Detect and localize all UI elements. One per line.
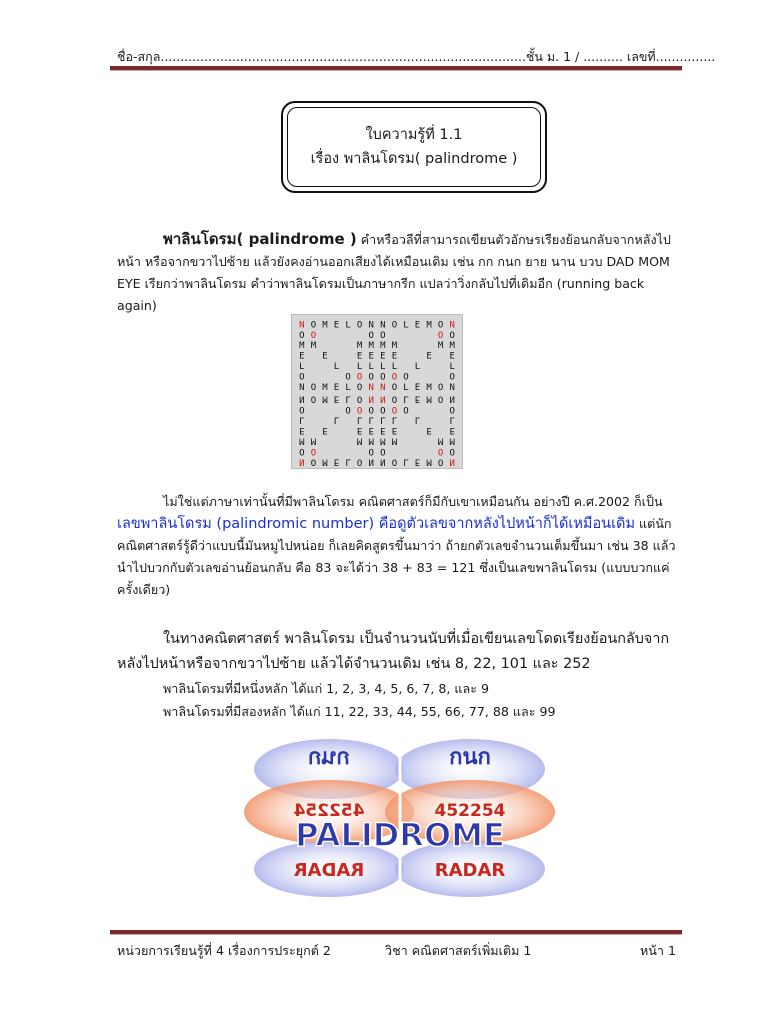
grid-letter: O [380, 445, 386, 456]
grid-letter: O [391, 393, 398, 404]
grid-letter: M [356, 435, 363, 446]
grid-letter: L [414, 414, 421, 425]
grid-letter: N [449, 382, 455, 393]
grid-letter: L [345, 393, 351, 404]
grid-letter: M [310, 435, 317, 446]
grid-letter: O [449, 445, 455, 456]
grid-letter: N [380, 320, 386, 331]
grid-letter: O [437, 382, 444, 393]
paragraph-palindromic-number [117, 491, 687, 601]
grid-letter: M [426, 456, 432, 467]
grid-letter: M [356, 341, 363, 352]
grid-letter: M [437, 341, 444, 352]
grid-letter: N [368, 393, 374, 404]
footer-page-number: หน้า 1 [640, 943, 676, 958]
definition-body: คำหรือวลีที่สามารถเขียนตัวอักษรเรียงย้อนกลับจากหลังไปหน้า หรือจากขวาไปซ้าย แล้วยังคงอ่านออกเสียงได้เหมือนเดิม เช่น กก กนก ยาย นาน บวบ DAD MOM EYE เรียกว่าพาลินโดรม คำว่าพาลินโดรมเป็นภาษากรีก แปลว่าวิ่งกลับไปที่เดิมอีก (running back again) [117, 232, 671, 313]
grid-letter: E [380, 351, 386, 362]
grid-letter: O [345, 372, 351, 383]
grid-letter: E [426, 425, 432, 435]
palindromic-number-highlight: เลขพาลินโดรม (palindromic number) คือดูตัวเลขจากหลังไปหน้าก็ได้เหมือนเดิม [117, 516, 636, 532]
grid-letter: E [368, 351, 374, 362]
grid-letter: E [333, 320, 340, 331]
grid-letter: E [391, 425, 398, 435]
grid-letter: E [414, 456, 421, 467]
grid-letter: O [391, 320, 398, 331]
grid-letter: L [299, 362, 305, 373]
grid-letter: L [403, 382, 409, 393]
grid-letter: O [449, 404, 455, 415]
grid-letter: N [380, 393, 386, 404]
grid-letter: N [368, 456, 374, 467]
grid-letter: O [437, 456, 444, 467]
grid-letter: L [380, 362, 386, 373]
grid-letter: M [310, 341, 317, 352]
grid-letter: M [368, 341, 374, 352]
grid-letter: O [403, 372, 409, 383]
grid-letter: L [449, 414, 455, 425]
grid-letter: O [356, 382, 363, 393]
worksheet-number: ใบความรู้ที่ 1.1 [365, 127, 463, 143]
grid-letter: E [368, 425, 374, 435]
grid-letter: E [356, 351, 363, 362]
grid-letter: O [299, 404, 305, 415]
palidrome-title: PALIDROME [295, 816, 505, 854]
grid-letter: E [380, 425, 386, 435]
grid-letter: L [380, 414, 386, 425]
grid-letter: O [368, 445, 374, 456]
grid-letter: L [345, 382, 351, 393]
grid-letter: M [368, 435, 374, 446]
two-digit-palindromes: พาลินโดรมที่มีสองหลัก ได้แก่ 11, 22, 33, 44, 55, 66, 77, 88 และ 99 [163, 704, 556, 719]
grid-letter: N [368, 382, 374, 393]
grid-letter: M [322, 456, 328, 467]
grid-letter: O [356, 320, 363, 331]
grid-letter: E [414, 320, 421, 331]
para3-text: ในทางคณิตศาสตร์ พาลินโดรม เป็นจำนวนนับที่เมื่อเขียนเลขโดดเรียงย้อนกลับจากหลังไปหน้าหรือจากขวาไปซ้าย แล้วได้จำนวนเดิม เช่น 8, 22, 101 และ 252 [117, 631, 670, 672]
grid-letter: O [368, 330, 374, 341]
grid-letter: L [356, 362, 363, 373]
nomelon-grid-svg [292, 315, 462, 468]
grid-letter: L [368, 414, 374, 425]
grid-letter: E [356, 425, 363, 435]
header-name-class-line: ชื่อ-สกุล............................................................................................ชั้น ม. 1 / .......... เลขที่............... [117, 49, 716, 64]
grid-letter: E [333, 456, 340, 467]
grid-letter: O [368, 404, 374, 415]
grid-letter: N [449, 393, 455, 404]
grid-letter: M [299, 341, 305, 352]
grid-letter: O [391, 372, 398, 383]
grid-letter: O [449, 372, 455, 383]
grid-letter: M [426, 320, 432, 331]
grid-letter: L [449, 362, 455, 373]
grid-letter: O [299, 445, 305, 456]
grid-letter: L [403, 456, 409, 467]
number-word: 452254 [434, 801, 506, 821]
grid-letter: E [391, 351, 398, 362]
grid-letter: M [449, 435, 455, 446]
grid-letter: O [437, 393, 444, 404]
grid-letter: N [368, 320, 374, 331]
grid-letter: O [310, 393, 317, 404]
grid-letter: N [299, 456, 305, 467]
one-digit-palindromes: พาลินโดรมที่มีหนึ่งหลัก ได้แก่ 1, 2, 3, 4, 5, 6, 7, 8, และ 9 [163, 681, 490, 696]
grid-letter: O [299, 372, 305, 383]
grid-letter: L [333, 362, 340, 373]
grid-letter: N [380, 456, 386, 467]
grid-letter: O [310, 456, 317, 467]
grid-letter: E [333, 393, 340, 404]
grid-letter: L [403, 393, 409, 404]
grid-letter: O [391, 404, 398, 415]
grid-letter: L [414, 362, 421, 373]
footer-unit: หน่วยการเรียนรู้ที่ 4 เรื่องการประยุกต์ 2 [117, 943, 331, 958]
grid-letter: E [333, 382, 340, 393]
para2-rest: แต่นักคณิตศาสตร์รู้ดีว่าแบบนี้มันหมูไปหน่อย ก็เลยคิดสูตรขึ้นมาว่า ถ้ายกตัวเลขจำนวนเต็มขึ้นมา เช่น 38 แล้วนำไปบวกกับตัวเลขอ่านย้อนกลับ คือ 83 จะได้ว่า 38 + 83 = 121 ซึ่งเป็นเลขพาลินโดรม (แบบบวกแค่ครั้งเดียว) [117, 516, 676, 597]
paragraph-definition [117, 228, 687, 317]
top-word: กนก [449, 745, 491, 770]
grid-letter: M [380, 435, 386, 446]
grid-letter: L [345, 456, 351, 467]
grid-letter: E [449, 425, 455, 435]
grid-letter: N [449, 456, 455, 467]
grid-letter: N [449, 320, 455, 331]
grid-letter: O [391, 382, 398, 393]
grid-letter: N [380, 382, 386, 393]
grid-letter: E [322, 425, 328, 435]
grid-letter: M [299, 435, 305, 446]
grid-letter: O [310, 382, 317, 393]
grid-letter: M [322, 393, 328, 404]
grid-letter: L [299, 414, 305, 425]
grid-letter: M [426, 393, 432, 404]
grid-letter: O [310, 330, 317, 341]
grid-letter: O [437, 445, 444, 456]
grid-letter: M [426, 382, 432, 393]
title-box [281, 101, 547, 193]
grid-letter: O [391, 456, 398, 467]
grid-letter: E [322, 351, 328, 362]
worksheet-topic: เรื่อง พาลินโดรม( palindrome ) [310, 151, 518, 167]
grid-letter: M [322, 382, 328, 393]
top-word-mirror: กนก [308, 745, 350, 770]
grid-letter: N [299, 393, 305, 404]
footer-subject: วิชา คณิตศาสตร์เพิ่มเติม 1 [385, 943, 532, 958]
grid-letter: L [391, 362, 398, 373]
grid-letter: O [299, 330, 305, 341]
grid-letter: E [426, 351, 432, 362]
grid-letter: N [299, 320, 305, 331]
grid-letter: L [345, 320, 351, 331]
grid-letter: O [356, 404, 363, 415]
grid-letter: E [449, 351, 455, 362]
grid-letter: M [380, 341, 386, 352]
grid-letter: O [380, 330, 386, 341]
paragraph-math-definition [117, 627, 687, 677]
grid-letter: E [299, 351, 305, 362]
grid-letter: E [414, 382, 421, 393]
grid-letter: O [356, 393, 363, 404]
grid-letter: O [380, 372, 386, 383]
number-mirror: 452254 [293, 801, 365, 821]
grid-letter: O [437, 330, 444, 341]
footer-divider [110, 930, 682, 935]
grid-letter: M [437, 435, 444, 446]
grid-letter: E [299, 425, 305, 435]
bottom-word-mirror: RADAR [293, 860, 365, 881]
grid-letter: E [414, 393, 421, 404]
definition-term: พาลินโดรม( palindrome ) [163, 230, 357, 248]
grid-letter: M [322, 320, 328, 331]
nomelon-grid-figure [291, 314, 463, 469]
grid-letter: O [356, 372, 363, 383]
grid-letter: N [299, 382, 305, 393]
grid-letter: O [310, 445, 317, 456]
grid-letter: M [391, 435, 398, 446]
grid-letter: M [449, 341, 455, 352]
grid-letter: O [310, 320, 317, 331]
grid-letter: L [403, 320, 409, 331]
palidrome-figure [234, 734, 566, 902]
palidrome-svg [234, 734, 566, 902]
grid-letter: L [356, 414, 363, 425]
grid-letter: O [368, 372, 374, 383]
grid-letter: O [380, 404, 386, 415]
para2-intro: ไม่ใช่แต่ภาษาเท่านั้นที่มีพาลินโดรม คณิตศาสตร์ก็มีกับเขาเหมือนกัน อย่างปี ค.ศ.2002 ก็เป็น [163, 494, 663, 509]
grid-letter: L [368, 362, 374, 373]
grid-letter: O [403, 404, 409, 415]
grid-letter: O [437, 320, 444, 331]
grid-letter: O [356, 456, 363, 467]
grid-letter: L [333, 414, 340, 425]
grid-letter: M [391, 341, 398, 352]
grid-letter: O [449, 330, 455, 341]
header-divider [110, 66, 682, 71]
title-box-inner [287, 107, 541, 187]
grid-letter: L [391, 414, 398, 425]
bottom-word: RADAR [434, 860, 506, 881]
grid-letter: O [345, 404, 351, 415]
